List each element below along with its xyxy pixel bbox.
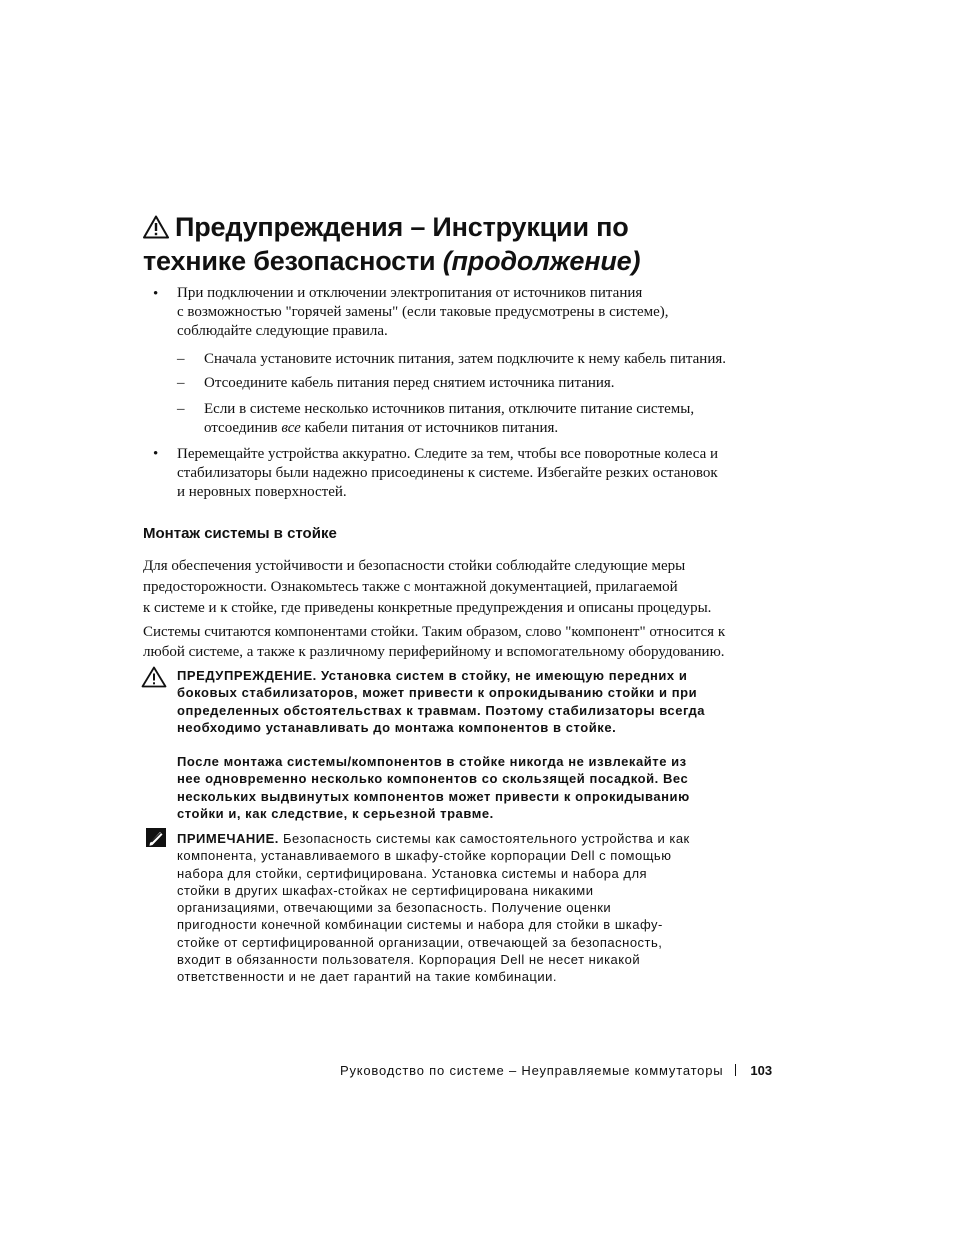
warning-triangle-icon [143, 215, 169, 246]
page-number: 103 [750, 1063, 773, 1078]
bullet-hot-swap: При подключении и отключении электропитания от источников питания с возможностью "горячей замены" (если таковые предусмотрены в системе), соблюдайте следующие правила. [177, 285, 669, 339]
warning-block: ПРЕДУПРЕЖДЕНИЕ. Установка систем в стойку, не имеющую передних и боковых стабилизаторов, может привести к опрокидыванию стойки и при определенных обстоятельствах к травмам. Поэтому стабилизаторы всегда необходимо устанавливать до монтажа компонентов в стойке. После монтажа системы/компонентов в стойке никогда не извлекайте из нее одновременно несколько компонентов со скользящей посадкой. Вес нескольких выдвинутых компонентов может привести к опрокидыванию стойки и, как следствие, к серьезной травме. [177, 668, 706, 822]
bullet-move-carefully: Перемещайте устройства аккуратно. Следите за тем, чтобы все поворотные колеса и стабилизаторы были надежно присоединены к системе. Избегайте резких остановок и неровных поверхностей. [177, 446, 719, 500]
title-line2: технике безопасности [143, 246, 443, 276]
footer-title: Руководство по системе – Неуправляемые коммутаторы [340, 1063, 724, 1078]
section-paragraph-1: Для обеспечения устойчивости и безопасности стойки соблюдайте следующие меры предосторожности. Ознакомьтесь также с монтажной документацией, прилагаемой к системе и к стойке, где приведены конкретные предупреждения и описаны процедуры. [143, 558, 712, 616]
dash-item-disconnect: Отсоедините кабель питания перед снятием источника питания. [204, 375, 615, 391]
dash-marker: – [177, 351, 185, 367]
section-heading: Монтаж системы в стойке [143, 525, 337, 542]
section-paragraph-2: Системы считаются компонентами стойки. Таким образом, слово "компонент" относится к любой системе, а также к различному периферийному и вспомогательному оборудованию. [143, 624, 726, 660]
note-pencil-icon [145, 827, 167, 853]
page-title [143, 212, 803, 277]
dash-marker: – [177, 375, 185, 391]
dash-item-multiple-supplies: Если в системе несколько источников питания, отключите питание системы, отсоединив все кабели питания от источников питания. [204, 401, 695, 436]
page-footer [340, 1063, 772, 1078]
dash-item-install: Сначала установите источник питания, затем подключите к нему кабель питания. [204, 351, 726, 367]
note-block: ПРИМЕЧАНИЕ. Безопасность системы как самостоятельного устройства и как компонента, устанавливаемого в шкафу-стойке корпорации Dell с помощью набора для стойки, сертифицирована. Установка системы и набора для стойки в других шкафах-стойках не сертифицирована никакими организациями, отвечающими за безопасность. Получение оценки пригодности конечной комбинации системы и набора для стойки в шкафу- стойке от сертифицированной организации, отвечающей за безопасность, входит в обязанности пользователя. Корпорация Dell не несет никакой ответственности и не дает гарантий на такие комбинации. [177, 831, 690, 985]
note-label: ПРИМЕЧАНИЕ. [177, 831, 279, 846]
warning-label: ПРЕДУПРЕЖДЕНИЕ. [177, 668, 317, 683]
title-line1: Предупреждения – Инструкции по [175, 212, 629, 242]
bullet-marker: • [153, 286, 159, 302]
bullet-marker: • [153, 446, 159, 462]
footer-divider [735, 1064, 736, 1076]
title-continued: (продолжение) [442, 246, 641, 276]
warning-triangle-icon [141, 666, 167, 693]
dash-marker: – [177, 401, 185, 417]
